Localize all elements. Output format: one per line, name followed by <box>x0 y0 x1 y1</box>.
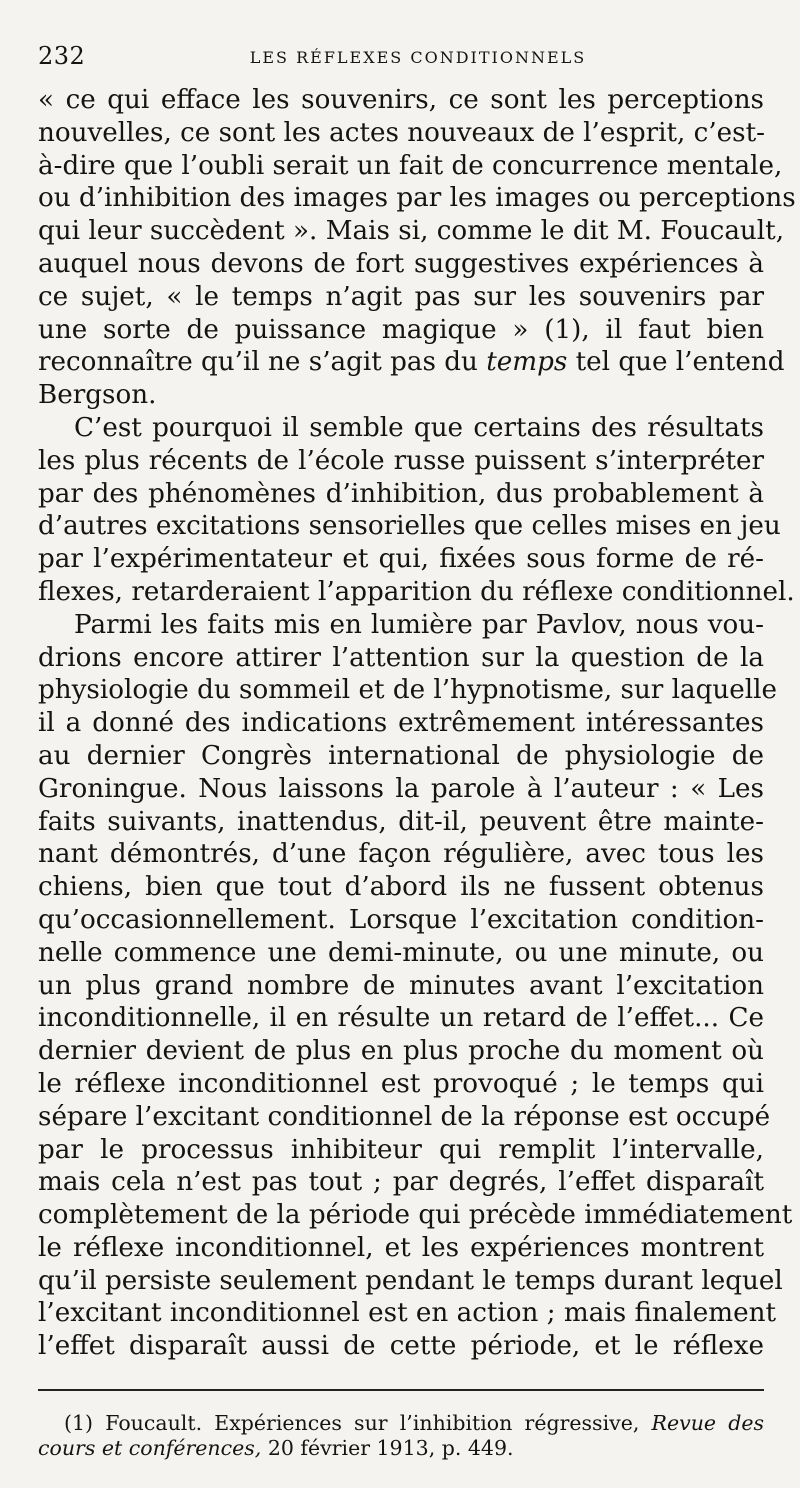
text-line: le réflexe inconditionnel, et les expériences montrent <box>38 1232 764 1263</box>
text-line: à-dire que l’oubli serait un fait de concurrence mentale, <box>38 150 783 181</box>
text-line: l’excitant inconditionnel est en action ; mais finalement <box>38 1298 777 1329</box>
text-line: inconditionnelle, il en résulte un retard de l’effet... Ce <box>38 1003 764 1034</box>
text-line: nouvelles, ce sont les actes nouveaux de l’esprit, c’est- <box>38 117 765 148</box>
page-number: 232 <box>38 42 86 70</box>
text-line: physiologie du sommeil et de l’hypnotisme, sur laquelle <box>38 675 778 706</box>
text-line: C’est pourquoi il semble que certains des résultats <box>74 412 764 443</box>
text-line: d’autres excitations sensorielles que celles mises en jeu <box>38 511 781 542</box>
footnote-line <box>38 1436 764 1461</box>
footnote-text: 20 février 1913, p. 449. <box>267 1436 514 1461</box>
footnote-italic: Revue des <box>651 1411 764 1436</box>
text-line: sépare l’excitant conditionnel de la réponse est occupé <box>38 1101 771 1132</box>
text-line: par des phénomènes d’inhibition, dus probablement à <box>38 478 764 509</box>
paragraph-2 <box>38 412 795 609</box>
footnote-rule <box>38 1389 764 1391</box>
text-segment: tel que l’entend <box>575 347 785 378</box>
paragraph-3 <box>38 609 793 1363</box>
text-line: un plus grand nombre de minutes avant l’excitation <box>38 970 764 1001</box>
running-title: LES RÉFLEXES CONDITIONNELS <box>249 48 587 67</box>
text-line: une sorte de puissance magique » (1), il faut bien <box>38 314 764 345</box>
text-line-with-italic <box>38 346 785 379</box>
page-header <box>38 42 764 80</box>
paragraph-1 <box>38 84 796 412</box>
footnote <box>38 1411 764 1461</box>
italic-word: temps <box>486 347 568 378</box>
text-segment: reconnaître qu’il ne s’agit pas du <box>38 347 478 378</box>
text-line: Bergson. <box>38 380 157 411</box>
footnote-italic: cours et conférences, <box>38 1436 262 1461</box>
text-line: « ce qui efface les souvenirs, ce sont les perceptions <box>38 85 764 115</box>
text-line: complètement de la période qui précède immédiatement <box>38 1200 793 1231</box>
text-line: qu’il persiste seulement pendant le temps durant lequel <box>38 1265 783 1296</box>
text-line: mais cela n’est pas tout ; par degrés, l’effet disparaît <box>38 1167 764 1198</box>
footnote-line <box>38 1411 764 1436</box>
text-line: qui leur succèdent ». Mais si, comme le dit M. Foucault, <box>38 216 785 247</box>
text-line: par le processus inhibiteur qui remplit l’intervalle, <box>38 1134 764 1165</box>
text-line: chiens, bien que tout d’abord ils ne fussent obtenus <box>38 872 764 903</box>
text-line: l’effet disparaît aussi de cette période, et le réflexe <box>38 1331 764 1362</box>
text-line: Groningue. Nous laissons la parole à l’auteur : « Les <box>38 773 764 804</box>
text-line: ce sujet, « le temps n’agit pas sur les souvenirs par <box>38 281 764 312</box>
footnote-text: (1) Foucault. Expériences sur l’inhibition régressive, <box>64 1411 640 1436</box>
text-line: qu’occasionnellement. Lorsque l’excitation condition- <box>38 904 764 935</box>
body-text <box>38 84 796 1363</box>
text-line: faits suivants, inattendus, dit-il, peuvent être mainte- <box>38 806 764 837</box>
text-line: nelle commence une demi-minute, ou une minute, ou <box>38 937 764 968</box>
text-line: Parmi les faits mis en lumière par Pavlov, nous vou- <box>74 609 764 640</box>
text-line: ou d’inhibition des images par les images ou perceptions <box>38 183 796 214</box>
text-line: au dernier Congrès international de physiologie de <box>38 740 764 771</box>
text-line: par l’expérimentateur et qui, fixées sous forme de ré- <box>38 544 764 575</box>
text-line: dernier devient de plus en plus proche du moment où <box>38 1036 764 1067</box>
text-line: il a donné des indications extrêmement intéressantes <box>38 708 764 739</box>
text-line: les plus récents de l’école russe puissent s’interpréter <box>38 445 764 476</box>
text-line: flexes, retarderaient l’apparition du réflexe conditionnel. <box>38 576 795 607</box>
text-line: le réflexe inconditionnel est provoqué ; le temps qui <box>38 1068 764 1099</box>
text-line: auquel nous devons de fort suggestives expériences à <box>38 248 764 279</box>
text-line: nant démontrés, d’une façon régulière, avec tous les <box>38 839 764 870</box>
text-line: drions encore attirer l’attention sur la question de la <box>38 642 764 673</box>
